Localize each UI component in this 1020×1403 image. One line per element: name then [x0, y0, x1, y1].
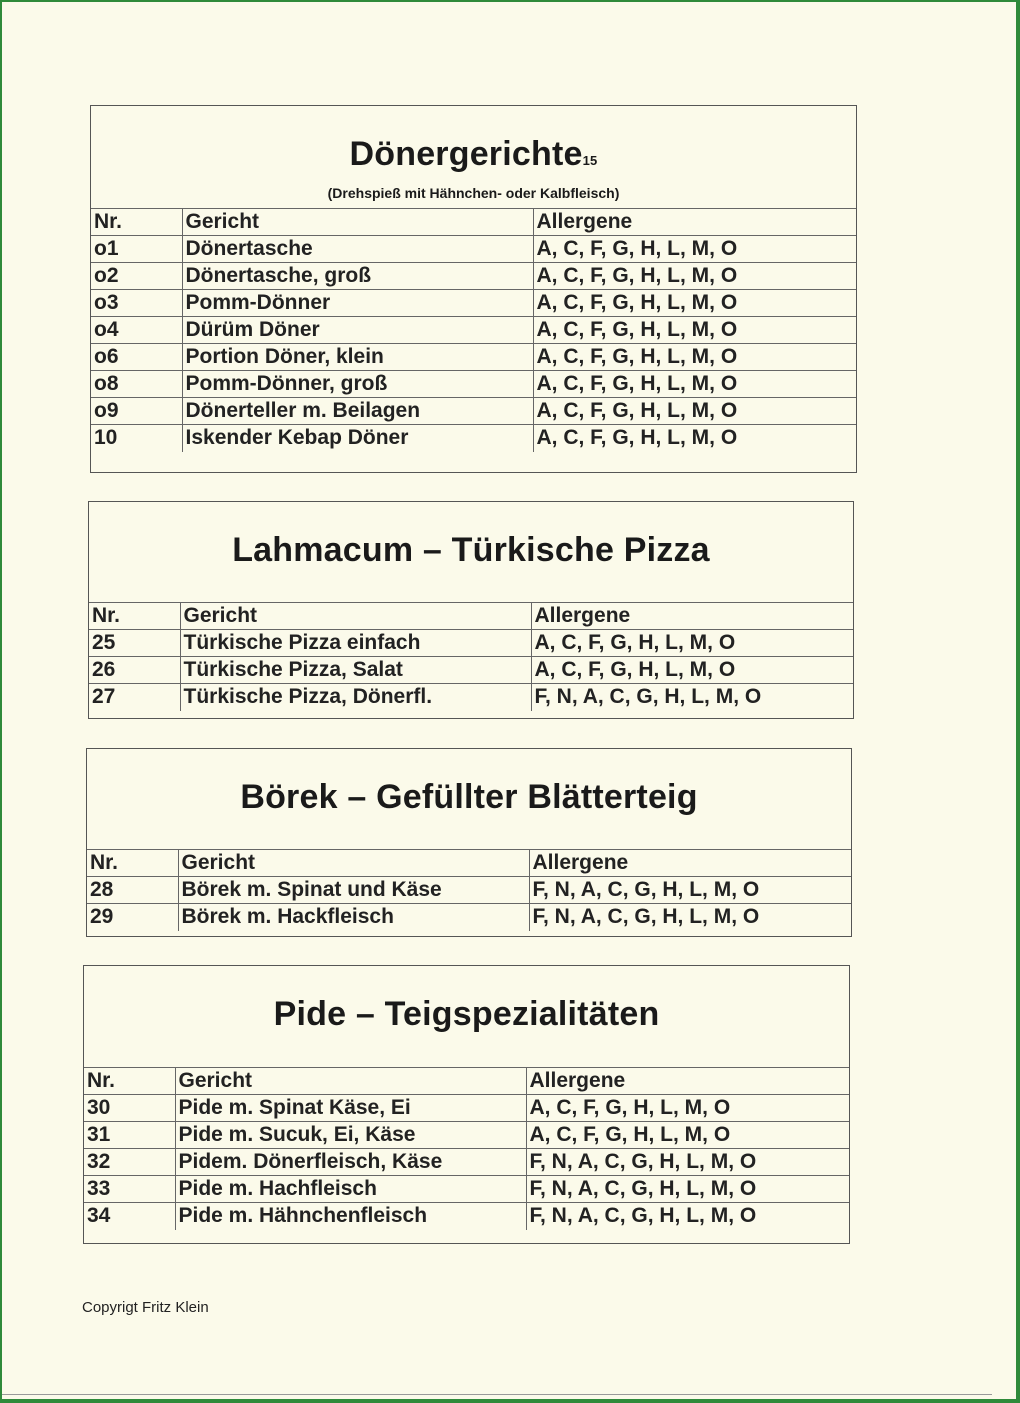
row-nr: o8 — [91, 371, 182, 398]
row-gericht: Dönertasche — [182, 236, 533, 263]
table-row — [91, 398, 856, 425]
row-nr: o3 — [91, 290, 182, 317]
row-gericht: Portion Döner, klein — [182, 344, 533, 371]
row-allergene: A, C, F, G, H, L, M, O — [533, 371, 856, 398]
row-gericht: Börek m. Hackfleisch — [178, 904, 529, 931]
table-row — [87, 904, 851, 931]
table-row — [84, 1149, 849, 1176]
header-gericht: Gericht — [182, 209, 533, 236]
row-allergene: A, C, F, G, H, L, M, O — [531, 657, 853, 684]
table-row — [91, 317, 856, 344]
row-allergene: F, N, A, C, G, H, L, M, O — [531, 684, 853, 711]
row-nr: o6 — [91, 344, 182, 371]
row-gericht: Pide m. Hachfleisch — [175, 1176, 526, 1203]
header-nr: Nr. — [91, 209, 182, 236]
row-allergene: F, N, A, C, G, H, L, M, O — [526, 1149, 849, 1176]
header-allergene: Allergene — [533, 209, 856, 236]
row-nr: 33 — [84, 1176, 175, 1203]
page-bottom-rule — [2, 1394, 992, 1395]
row-gericht: Dönertasche, groß — [182, 263, 533, 290]
row-gericht: Pide m. Sucuk, Ei, Käse — [175, 1122, 526, 1149]
table-row — [91, 344, 856, 371]
section-pide — [83, 965, 850, 1244]
table-row — [91, 236, 856, 263]
table-row — [84, 1122, 849, 1149]
section-title-area — [84, 966, 849, 1067]
header-gericht: Gericht — [175, 1068, 526, 1095]
section-title-area — [87, 749, 851, 849]
row-allergene: A, C, F, G, H, L, M, O — [533, 425, 856, 452]
table-row — [91, 263, 856, 290]
table-row — [84, 1203, 849, 1230]
menu-table — [89, 602, 853, 711]
row-allergene: A, C, F, G, H, L, M, O — [533, 263, 856, 290]
row-nr: 28 — [87, 877, 178, 904]
row-nr: 32 — [84, 1149, 175, 1176]
section-title — [91, 106, 856, 181]
section-title-text: Dönergerichte — [349, 135, 583, 173]
section-title: Börek – Gefüllter Blätterteig — [240, 778, 698, 816]
row-gericht: Dönerteller m. Beilagen — [182, 398, 533, 425]
row-allergene: F, N, A, C, G, H, L, M, O — [526, 1203, 849, 1230]
row-gericht: Pide m. Hähnchenfleisch — [175, 1203, 526, 1230]
row-allergene: A, C, F, G, H, L, M, O — [533, 236, 856, 263]
section-lahmacum — [88, 501, 854, 719]
row-gericht: Türkische Pizza einfach — [180, 630, 531, 657]
menu-table — [91, 208, 856, 452]
section-title: Pide – Teigspezialitäten — [273, 995, 660, 1033]
row-allergene: A, C, F, G, H, L, M, O — [533, 317, 856, 344]
section-title-area — [91, 106, 856, 208]
row-gericht: Börek m. Spinat und Käse — [178, 877, 529, 904]
copyright-footer: Copyrigt Fritz Klein — [82, 1299, 209, 1316]
section-doenergerichte — [90, 105, 857, 473]
menu-table — [84, 1067, 849, 1230]
table-row — [84, 1176, 849, 1203]
table-row — [87, 877, 851, 904]
row-nr: 10 — [91, 425, 182, 452]
row-allergene: F, N, A, C, G, H, L, M, O — [526, 1176, 849, 1203]
section-title: Lahmacum – Türkische Pizza — [232, 531, 710, 569]
row-nr: 26 — [89, 657, 180, 684]
row-allergene: A, C, F, G, H, L, M, O — [526, 1095, 849, 1122]
row-gericht: Pomm-Dönner, groß — [182, 371, 533, 398]
row-allergene: A, C, F, G, H, L, M, O — [533, 398, 856, 425]
table-header-row — [87, 850, 851, 877]
section-subtitle: (Drehspieß mit Hähnchen- oder Kalbfleisch) — [327, 185, 620, 201]
document-page — [2, 2, 1016, 1399]
row-gericht: Iskender Kebap Döner — [182, 425, 533, 452]
row-gericht: Dürüm Döner — [182, 317, 533, 344]
row-nr: 30 — [84, 1095, 175, 1122]
table-row — [84, 1095, 849, 1122]
header-gericht: Gericht — [178, 850, 529, 877]
table-header-row — [89, 603, 853, 630]
header-allergene: Allergene — [526, 1068, 849, 1095]
header-allergene: Allergene — [529, 850, 851, 877]
table-row — [89, 630, 853, 657]
row-gericht: Pomm-Dönner — [182, 290, 533, 317]
row-nr: o4 — [91, 317, 182, 344]
row-allergene: A, C, F, G, H, L, M, O — [526, 1122, 849, 1149]
table-header-row — [84, 1068, 849, 1095]
row-gericht: Pidem. Dönerfleisch, Käse — [175, 1149, 526, 1176]
row-nr: 31 — [84, 1122, 175, 1149]
table-row — [91, 425, 856, 452]
row-nr: 27 — [89, 684, 180, 711]
row-nr: o9 — [91, 398, 182, 425]
row-allergene: A, C, F, G, H, L, M, O — [533, 344, 856, 371]
row-nr: o2 — [91, 263, 182, 290]
row-nr: o1 — [91, 236, 182, 263]
section-title-area — [89, 502, 853, 602]
row-nr: 34 — [84, 1203, 175, 1230]
row-allergene: F, N, A, C, G, H, L, M, O — [529, 904, 851, 931]
table-row — [89, 684, 853, 711]
row-allergene: A, C, F, G, H, L, M, O — [533, 290, 856, 317]
header-nr: Nr. — [89, 603, 180, 630]
menu-table — [87, 849, 851, 931]
header-nr: Nr. — [84, 1068, 175, 1095]
row-gericht: Türkische Pizza, Dönerfl. — [180, 684, 531, 711]
row-nr: 25 — [89, 630, 180, 657]
row-allergene: F, N, A, C, G, H, L, M, O — [529, 877, 851, 904]
header-allergene: Allergene — [531, 603, 853, 630]
row-gericht: Pide m. Spinat Käse, Ei — [175, 1095, 526, 1122]
row-gericht: Türkische Pizza, Salat — [180, 657, 531, 684]
row-nr: 29 — [87, 904, 178, 931]
section-title-sub: 15 — [582, 153, 598, 168]
section-boerek — [86, 748, 852, 937]
table-header-row — [91, 209, 856, 236]
table-row — [91, 290, 856, 317]
row-allergene: A, C, F, G, H, L, M, O — [531, 630, 853, 657]
header-gericht: Gericht — [180, 603, 531, 630]
table-row — [91, 371, 856, 398]
header-nr: Nr. — [87, 850, 178, 877]
table-row — [89, 657, 853, 684]
